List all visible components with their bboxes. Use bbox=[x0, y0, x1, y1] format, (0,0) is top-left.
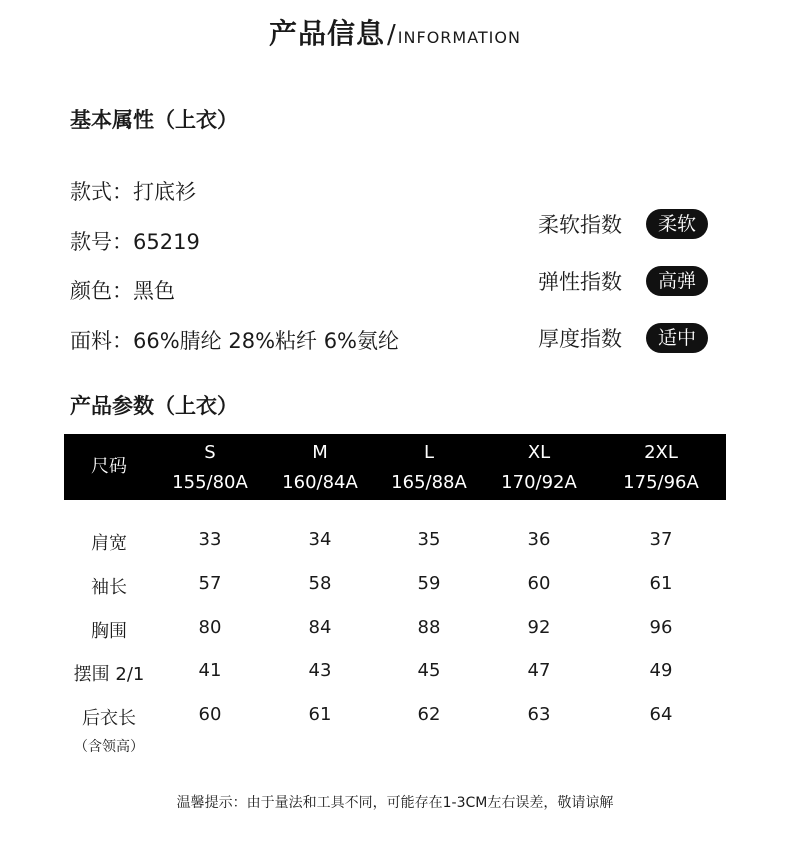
attribute-style: 款式：打底衫 bbox=[70, 180, 196, 204]
table-cell: 58 bbox=[308, 573, 332, 594]
row-label-group bbox=[74, 704, 144, 756]
table-cell: 35 bbox=[417, 529, 441, 550]
table-cell: 60 bbox=[198, 704, 222, 725]
table-cell: 45 bbox=[417, 660, 441, 681]
table-cell: 61 bbox=[308, 704, 332, 725]
row-label: 袖长 bbox=[91, 577, 127, 598]
row-label: 胸围 bbox=[91, 621, 127, 642]
thickness-index-row bbox=[538, 321, 708, 355]
size-header-cell bbox=[91, 434, 127, 500]
table-cell: 34 bbox=[308, 529, 332, 550]
size-column-header bbox=[501, 434, 577, 500]
table-cell: 61 bbox=[649, 573, 673, 594]
table-row-hem bbox=[0, 660, 790, 690]
table-cell: 88 bbox=[417, 617, 441, 638]
size-column-header bbox=[282, 434, 358, 500]
size-column-header bbox=[623, 434, 699, 500]
softness-index-label: 柔软指数 bbox=[538, 213, 622, 237]
table-cell: 96 bbox=[649, 617, 673, 638]
size-header-label: 尺码 bbox=[91, 456, 127, 477]
table-row-back-length bbox=[0, 704, 790, 755]
table-cell: 36 bbox=[527, 529, 551, 550]
row-label: 肩宽 bbox=[91, 533, 127, 554]
page-title bbox=[0, 12, 790, 52]
product-params-heading: 产品参数（上衣） bbox=[70, 394, 238, 418]
table-row-shoulder bbox=[0, 529, 790, 559]
attribute-fabric: 面料：66%腈纶 28%粘纤 6%氨纶 bbox=[70, 329, 400, 353]
size-spec: 170/92A bbox=[501, 472, 577, 493]
size-spec: 175/96A bbox=[623, 472, 699, 493]
table-cell: 49 bbox=[649, 660, 673, 681]
footer-tip: 温馨提示：由于量法和工具不同，可能存在1-3CM左右误差，敬请谅解 bbox=[176, 795, 614, 811]
elasticity-index-badge: 高弹 bbox=[646, 266, 708, 296]
attribute-model-number: 款号：65219 bbox=[70, 230, 200, 254]
size-column-header bbox=[391, 434, 467, 500]
table-cell: 37 bbox=[649, 529, 673, 550]
table-row-sleeve bbox=[0, 573, 790, 603]
table-cell: 43 bbox=[308, 660, 332, 681]
size-name: XL bbox=[527, 442, 551, 463]
table-cell: 59 bbox=[417, 573, 441, 594]
table-cell: 62 bbox=[417, 704, 441, 725]
size-spec: 160/84A bbox=[282, 472, 358, 493]
table-cell: 63 bbox=[527, 704, 551, 725]
size-spec: 165/88A bbox=[391, 472, 467, 493]
row-label: 后衣长 bbox=[82, 708, 136, 729]
size-name: 2XL bbox=[644, 442, 678, 463]
size-table-header bbox=[64, 434, 726, 500]
table-cell: 64 bbox=[649, 704, 673, 725]
title-slash: / bbox=[387, 20, 396, 50]
row-label: 摆围 2/1 bbox=[73, 664, 145, 685]
table-cell: 57 bbox=[198, 573, 222, 594]
title-en: INFORMATION bbox=[397, 28, 521, 47]
thickness-index-label: 厚度指数 bbox=[538, 327, 622, 351]
basic-attributes-heading: 基本属性（上衣） bbox=[70, 108, 238, 132]
size-name: M bbox=[312, 442, 328, 463]
size-name: S bbox=[204, 442, 216, 463]
table-cell: 84 bbox=[308, 617, 332, 638]
size-name: L bbox=[423, 442, 435, 463]
thickness-index-badge: 适中 bbox=[646, 323, 708, 353]
table-cell: 92 bbox=[527, 617, 551, 638]
attribute-color: 颜色：黑色 bbox=[70, 279, 175, 303]
title-cn: 产品信息 bbox=[269, 17, 386, 50]
elasticity-index-row bbox=[538, 264, 708, 298]
size-spec: 155/80A bbox=[172, 472, 248, 493]
table-cell: 47 bbox=[527, 660, 551, 681]
elasticity-index-label: 弹性指数 bbox=[538, 270, 622, 294]
softness-index-row bbox=[538, 207, 708, 241]
table-cell: 80 bbox=[198, 617, 222, 638]
table-cell: 33 bbox=[198, 529, 222, 550]
table-cell: 41 bbox=[198, 660, 222, 681]
table-cell: 60 bbox=[527, 573, 551, 594]
softness-index-badge: 柔软 bbox=[646, 209, 708, 239]
row-label-note: （含领高） bbox=[74, 739, 144, 755]
size-column-header bbox=[172, 434, 248, 500]
table-row-chest bbox=[0, 617, 790, 647]
